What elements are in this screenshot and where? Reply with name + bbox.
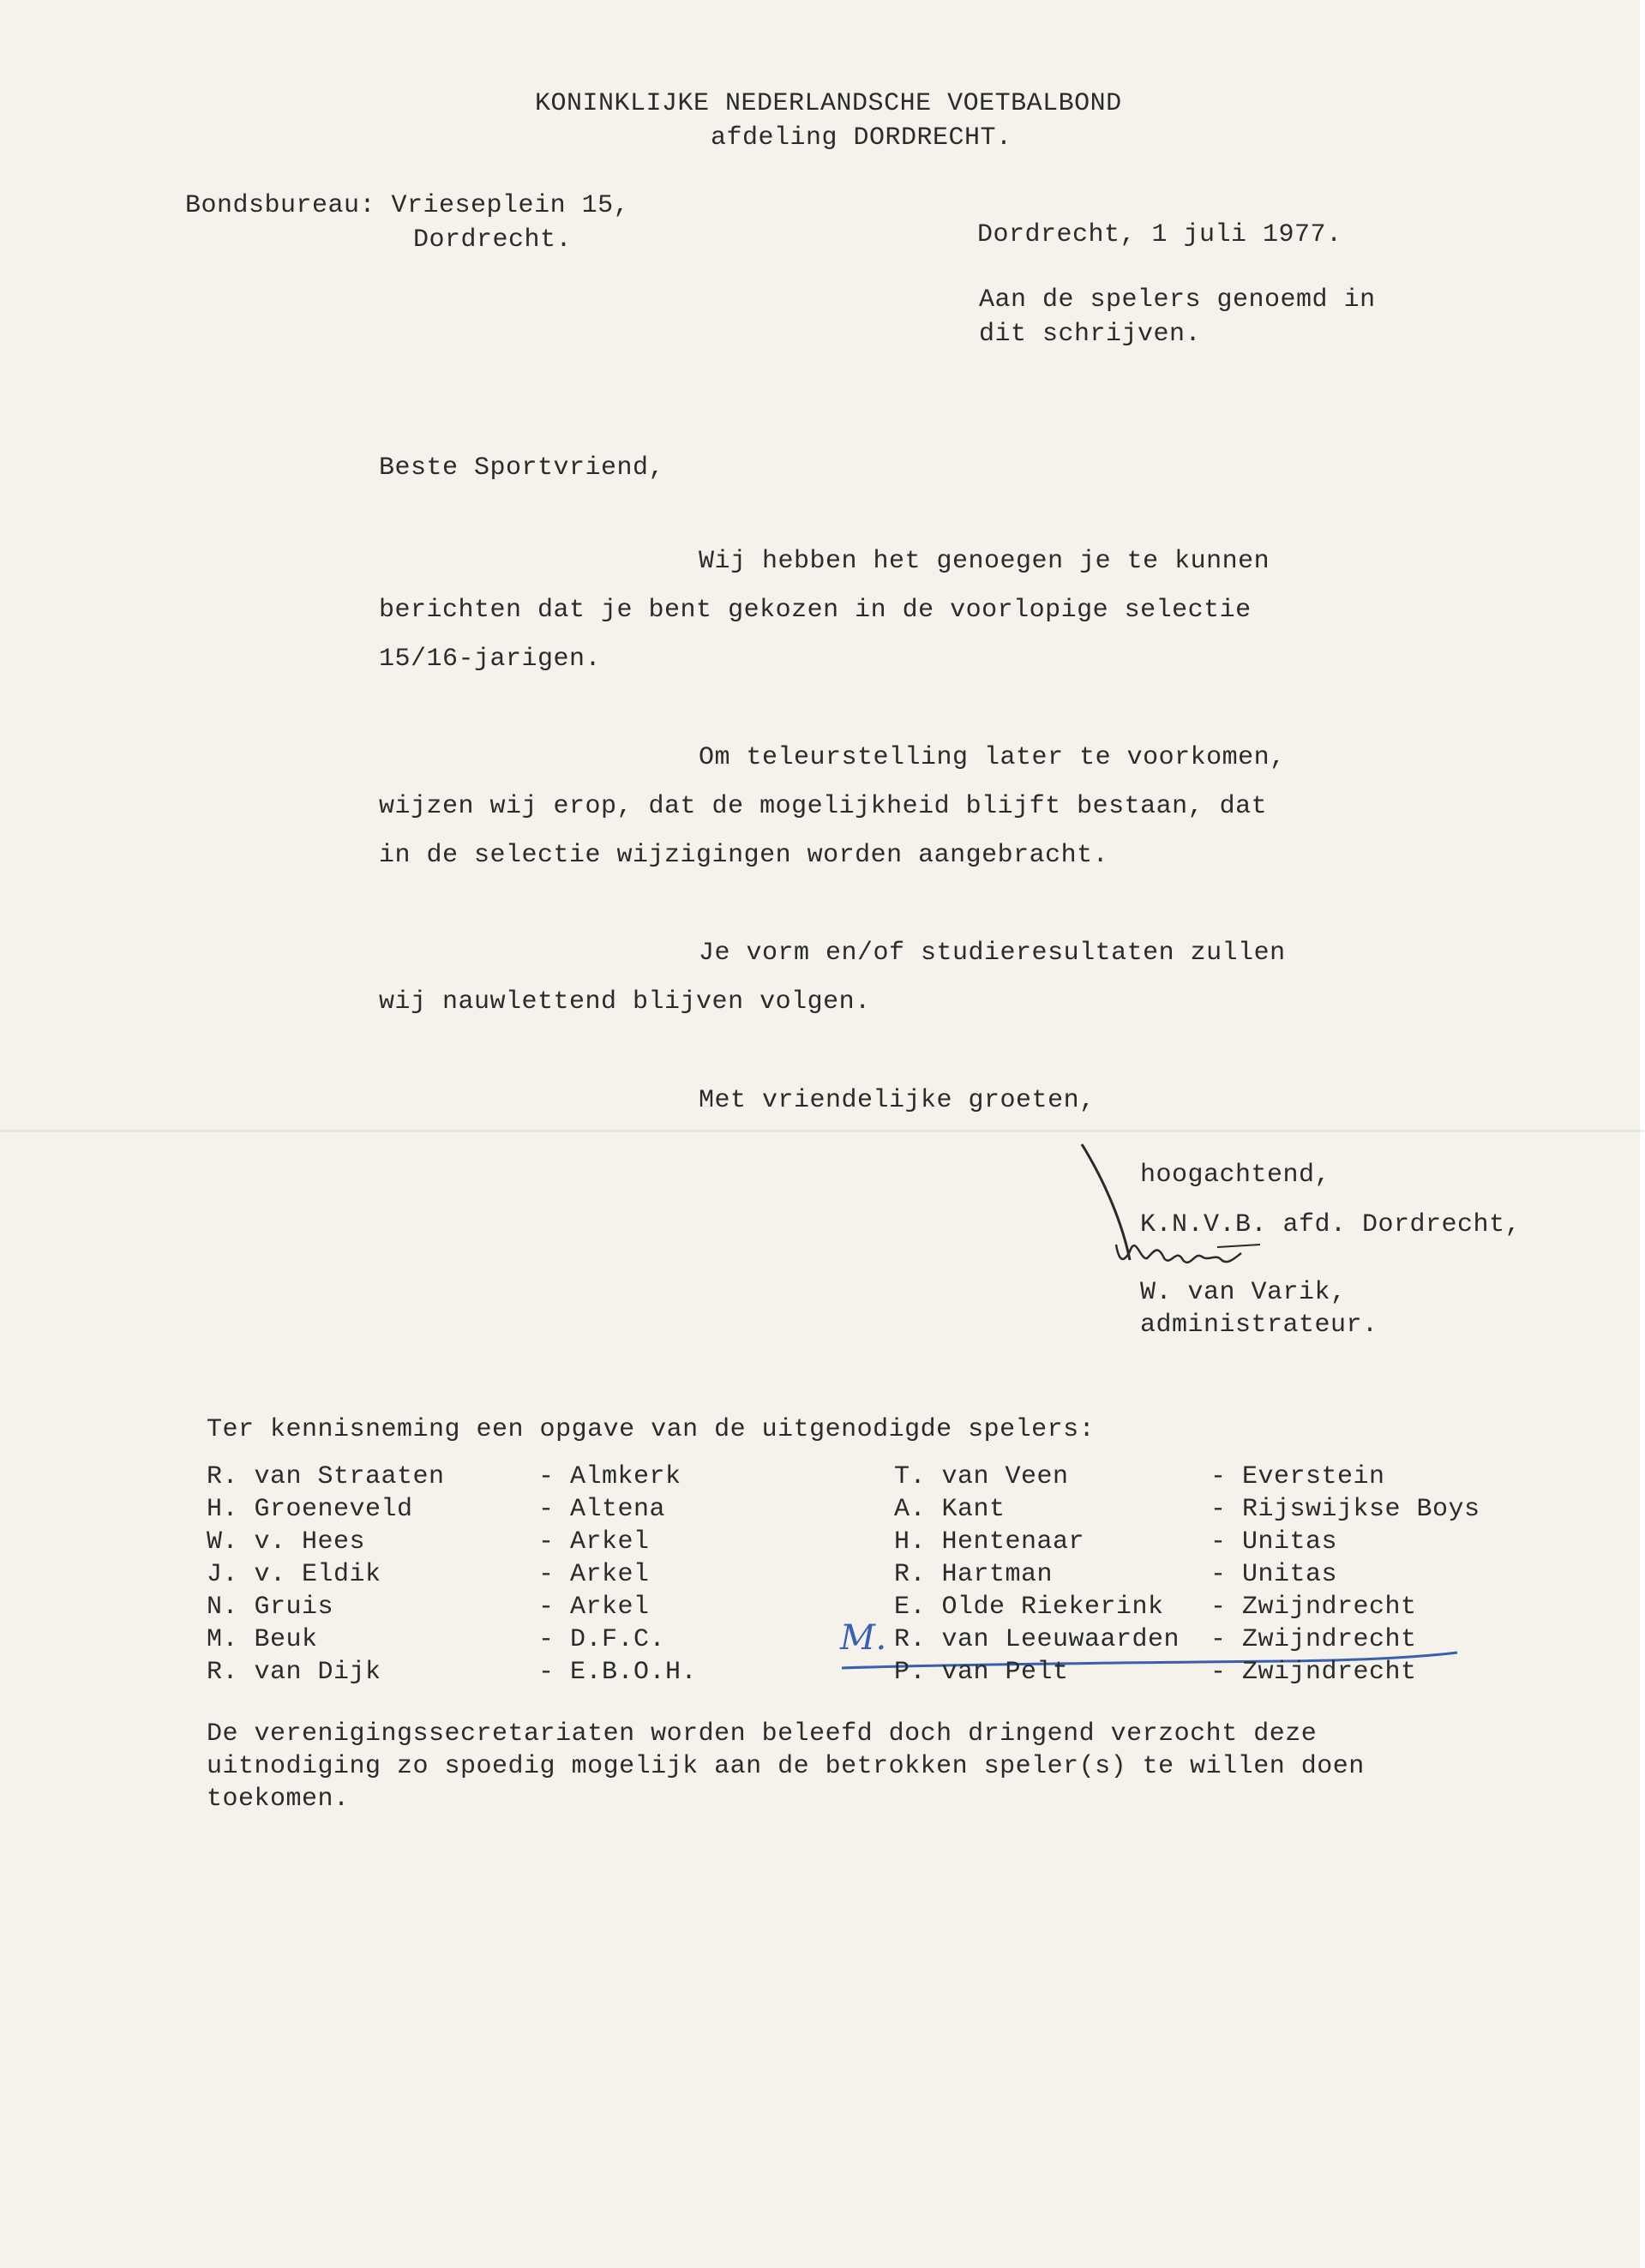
player-left-6-club: - D.F.C. [538, 1625, 666, 1654]
body-p2-line2: wijzen wij erop, dat de mogelijkheid blijft bestaan, dat [379, 792, 1268, 821]
player-left-3-name: W. v. Hees [207, 1527, 366, 1557]
salutation: Beste Sportvriend, [379, 453, 665, 483]
letter-date: Dordrecht, 1 juli 1977. [977, 220, 1342, 249]
player-right-4-name: R. Hartman [894, 1560, 1054, 1589]
player-right-6-name: R. van Leeuwaarden [894, 1625, 1180, 1654]
player-left-6-name: M. Beuk [207, 1625, 318, 1654]
office-line1: Bondsbureau: Vrieseplein 15, [185, 191, 630, 220]
player-right-2-club: - Rijswijkse Boys [1210, 1495, 1480, 1524]
signature-line2: K.N.V.B. afd. Dordrecht, [1140, 1210, 1522, 1239]
body-p1-line3: 15/16-jarigen. [379, 645, 602, 674]
player-right-7-name: P. van Pelt [894, 1658, 1069, 1687]
signature-line4: administrateur. [1140, 1311, 1378, 1340]
player-right-4-club: - Unitas [1210, 1560, 1338, 1589]
player-left-4-club: - Arkel [538, 1560, 650, 1589]
handwritten-initial: M. [840, 1618, 887, 1658]
player-left-1-club: - Almkerk [538, 1462, 681, 1491]
player-right-3-name: H. Hentenaar [894, 1527, 1085, 1557]
body-p1-line2: berichten dat je bent gekozen in de voorlopige selectie [379, 596, 1252, 625]
footer-line2: uitnodiging zo spoedig mogelijk aan de betrokken speler(s) te willen doen [207, 1752, 1365, 1781]
office-line2: Dordrecht. [413, 225, 573, 255]
player-right-6-club: - Zwijndrecht [1210, 1625, 1417, 1654]
player-left-5-club: - Arkel [538, 1593, 650, 1622]
player-left-2-name: H. Groeneveld [207, 1495, 413, 1524]
player-right-5-name: E. Olde Riekerink [894, 1593, 1164, 1622]
player-right-1-club: - Everstein [1210, 1462, 1385, 1491]
body-p3-line2: wij nauwlettend blijven volgen. [379, 987, 871, 1017]
player-right-7-club: - Zwijndrecht [1210, 1658, 1417, 1687]
player-right-5-club: - Zwijndrecht [1210, 1593, 1417, 1622]
player-left-5-name: N. Gruis [207, 1593, 334, 1622]
body-p2-line1: Om teleurstelling later te voorkomen, [699, 743, 1286, 772]
player-left-7-club: - E.B.O.H. [538, 1658, 698, 1687]
player-left-3-club: - Arkel [538, 1527, 650, 1557]
players-intro: Ter kennisneming een opgave van de uitgenodigde spelers: [207, 1415, 1096, 1444]
player-right-2-name: A. Kant [894, 1495, 1006, 1524]
player-right-1-name: T. van Veen [894, 1462, 1069, 1491]
signature-line1: hoogachtend, [1140, 1161, 1331, 1190]
body-p2-line3: in de selectie wijzigingen worden aangebracht. [379, 841, 1109, 870]
signature-line3: W. van Varik, [1140, 1278, 1347, 1307]
body-p1-line1: Wij hebben het genoegen je te kunnen [699, 547, 1270, 576]
addressee-line1: Aan de spelers genoemd in [979, 285, 1376, 315]
body-p3-line1: Je vorm en/of studieresultaten zullen [699, 939, 1286, 968]
player-left-1-name: R. van Straaten [207, 1462, 445, 1491]
letterhead-division: afdeling DORDRECHT. [711, 123, 1012, 153]
player-left-7-name: R. van Dijk [207, 1658, 381, 1687]
addressee-line2: dit schrijven. [979, 320, 1202, 349]
footer-line1: De verenigingssecretariaten worden beleefd doch dringend verzocht deze [207, 1719, 1318, 1749]
player-right-3-club: - Unitas [1210, 1527, 1338, 1557]
player-left-2-club: - Altena [538, 1495, 666, 1524]
closing: Met vriendelijke groeten, [699, 1086, 1096, 1115]
letterhead-org: KONINKLIJKE NEDERLANDSCHE VOETBALBOND [535, 89, 1122, 118]
player-left-4-name: J. v. Eldik [207, 1560, 381, 1589]
footer-line3: toekomen. [207, 1785, 350, 1814]
